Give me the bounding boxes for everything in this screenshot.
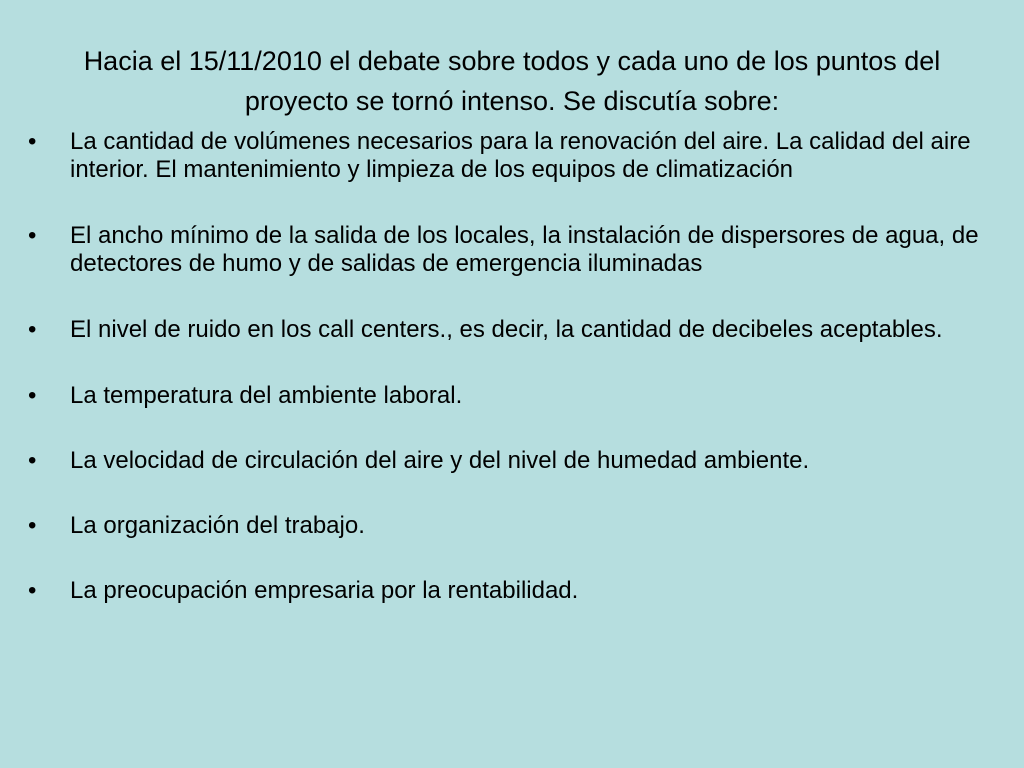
bullet-icon: • [28,512,37,539]
bullet-list [28,128,988,642]
bullet-text: La cantidad de volúmenes necesarios para la renovación del aire. La calidad del aire interior. El mantenimiento y limpieza de los equipos de climatización [70,128,971,183]
bullet-text: El nivel de ruido en los call centers., es decir, la cantidad de decibeles aceptables. [70,316,943,343]
bullet-item [28,222,988,278]
bullet-item [28,128,988,184]
bullet-item [28,447,988,475]
bullet-icon: • [28,316,37,343]
bullet-text: La organización del trabajo. [70,512,365,539]
bullet-item [28,577,988,605]
bullet-item [28,316,988,344]
bullet-icon: • [28,447,37,474]
bullet-icon: • [28,577,37,604]
bullet-text: El ancho mínimo de la salida de los locales, la instalación de dispersores de agua, de detectores de humo y de salidas de emergencia iluminadas [70,222,979,277]
slide-title: Hacia el 15/11/2010 el debate sobre todos y cada uno de los puntos del proyecto se tornó intenso. Se discutía sobre: [83,46,941,116]
bullet-item [28,382,988,410]
bullet-text: La velocidad de circulación del aire y del nivel de humedad ambiente. [70,447,810,474]
bullet-text: La temperatura del ambiente laboral. [70,382,463,409]
bullet-item [28,512,988,540]
bullet-icon: • [28,382,37,409]
bullet-text: La preocupación empresaria por la rentabilidad. [70,577,579,604]
bullet-icon: • [28,222,37,249]
bullet-icon: • [28,128,37,155]
